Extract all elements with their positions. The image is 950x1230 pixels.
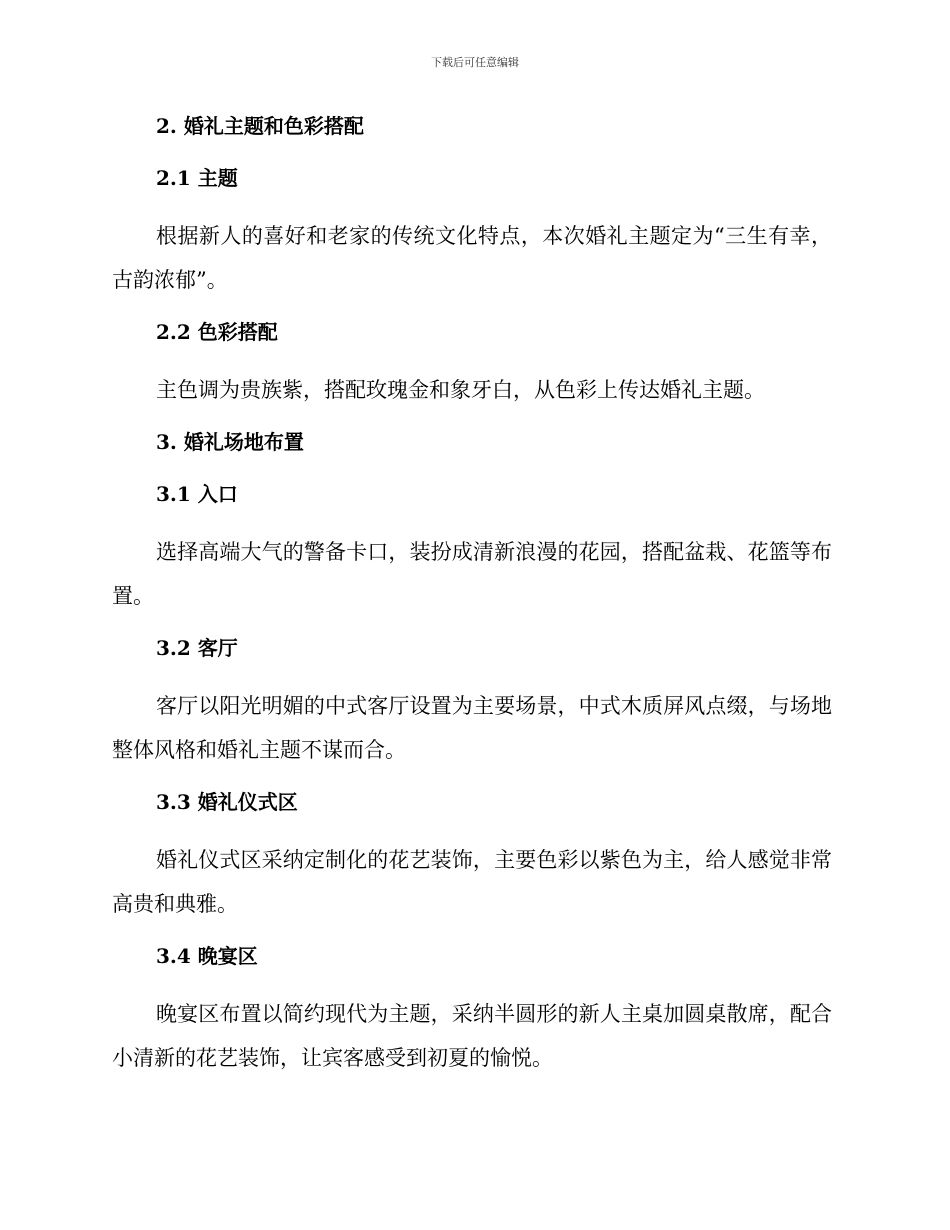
paragraph-2-2: 主色调为贵族紫，搭配玫瑰金和象牙白，从色彩上传达婚礼主题。 <box>156 378 765 402</box>
subsection-heading-2-1: 2.1 主题 <box>156 166 238 190</box>
subsection-heading-3-3: 3.3 婚礼仪式区 <box>156 790 298 814</box>
paragraph-3-3: 婚礼仪式区采纳定制化的花艺装饰，主要色彩以紫色为主，给人感觉非常高贵和典雅。 <box>112 848 832 916</box>
section-heading-3: 3. 婚礼场地布置 <box>156 430 304 454</box>
paragraph-2-1: 根据新人的喜好和老家的传统文化特点，本次婚礼主题定为“三生有幸，古韵浓郁”。 <box>112 224 832 292</box>
paragraph-3-4: 晚宴区布置以简约现代为主题，采纳半圆形的新人主桌加圆桌散席，配合小清新的花艺装饰，让宾客感受到初夏的愉悦。 <box>112 1002 832 1070</box>
subsection-heading-3-1: 3.1 入口 <box>156 482 238 506</box>
paragraph-3-2: 客厅以阳光明媚的中式客厅设置为主要场景，中式木质屏风点缀，与场地整体风格和婚礼主题不谋而合。 <box>112 694 832 762</box>
page-header-note: 下载后可任意编辑 <box>431 56 519 69</box>
subsection-heading-2-2: 2.2 色彩搭配 <box>156 320 278 344</box>
section-heading-2: 2. 婚礼主题和色彩搭配 <box>156 114 364 138</box>
document-body <box>112 110 832 1080</box>
paragraph-3-1: 选择高端大气的警备卡口，装扮成清新浪漫的花园，搭配盆栽、花篮等布置。 <box>112 540 832 608</box>
subsection-heading-3-4: 3.4 晚宴区 <box>156 944 258 968</box>
subsection-heading-3-2: 3.2 客厅 <box>156 636 238 660</box>
